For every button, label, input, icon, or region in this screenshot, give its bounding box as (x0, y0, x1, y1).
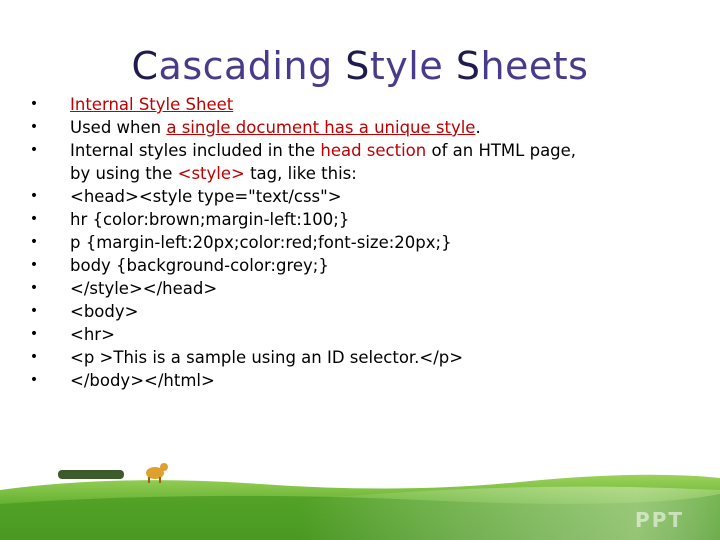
ppt-watermark: PPT (635, 508, 684, 532)
tree-line-icon (58, 470, 124, 479)
list-item (26, 208, 686, 231)
single-document-link[interactable]: a single document has a unique style (166, 118, 476, 137)
list-item (26, 300, 686, 323)
list-item (26, 93, 686, 116)
list-item (26, 369, 686, 392)
internal-style-sheet-link[interactable]: Internal Style Sheet (70, 95, 234, 114)
list-item (26, 116, 686, 139)
list-item (26, 254, 686, 277)
text: tag, like this: (244, 164, 357, 183)
bullet-dot: • (29, 257, 39, 273)
text: . (475, 118, 481, 137)
code-line: p {margin-left:20px;color:red;font-size:20px;} (70, 233, 452, 252)
list-item (26, 346, 686, 369)
dog-icon (146, 463, 168, 483)
code-line: <hr> (70, 325, 115, 344)
bullet-dot: • (29, 280, 39, 296)
text: by using the (70, 164, 178, 183)
list-item (26, 277, 686, 300)
bullet-dot: • (29, 142, 39, 158)
list-item (26, 231, 686, 254)
bullet-dot: • (29, 119, 39, 135)
code-line: </body></html> (70, 371, 215, 390)
bullet-dot: • (29, 234, 39, 250)
title-cap-s1: S (345, 44, 370, 88)
slide-title (0, 44, 720, 88)
list-item (26, 323, 686, 346)
bullet-dot: • (29, 96, 39, 112)
code-line: <p >This is a sample using an ID selector.</p> (70, 348, 464, 367)
code-line: <head><style type="text/css"> (70, 187, 342, 206)
title-cap-s2: S (455, 44, 481, 88)
text: Used when (70, 118, 167, 137)
bullet-dot: • (29, 326, 39, 342)
list-item (26, 139, 686, 185)
text: of an HTML page, (426, 141, 577, 160)
code-line: </style></head> (70, 279, 218, 298)
bullet-dot: • (29, 303, 39, 319)
code-line: hr {color:brown;margin-left:100;} (70, 210, 350, 229)
list-item (26, 185, 686, 208)
code-line: <body> (70, 302, 139, 321)
style-tag-text: <style> (177, 164, 245, 183)
text: Internal styles included in the (70, 141, 321, 160)
grass-meadow-decoration (0, 460, 720, 540)
bullet-dot: • (29, 349, 39, 365)
title-cap-c: C (131, 44, 159, 88)
bullet-dot: • (29, 188, 39, 204)
code-line: body {background-color:grey;} (70, 256, 329, 275)
title-rest-3: heets (480, 44, 589, 88)
bullet-dot: • (29, 211, 39, 227)
bullet-list (26, 93, 686, 392)
title-rest-2: tyle (369, 44, 456, 88)
head-section-text: head section (320, 141, 427, 160)
bullet-dot: • (29, 372, 39, 388)
title-rest-1: ascading (158, 44, 346, 88)
